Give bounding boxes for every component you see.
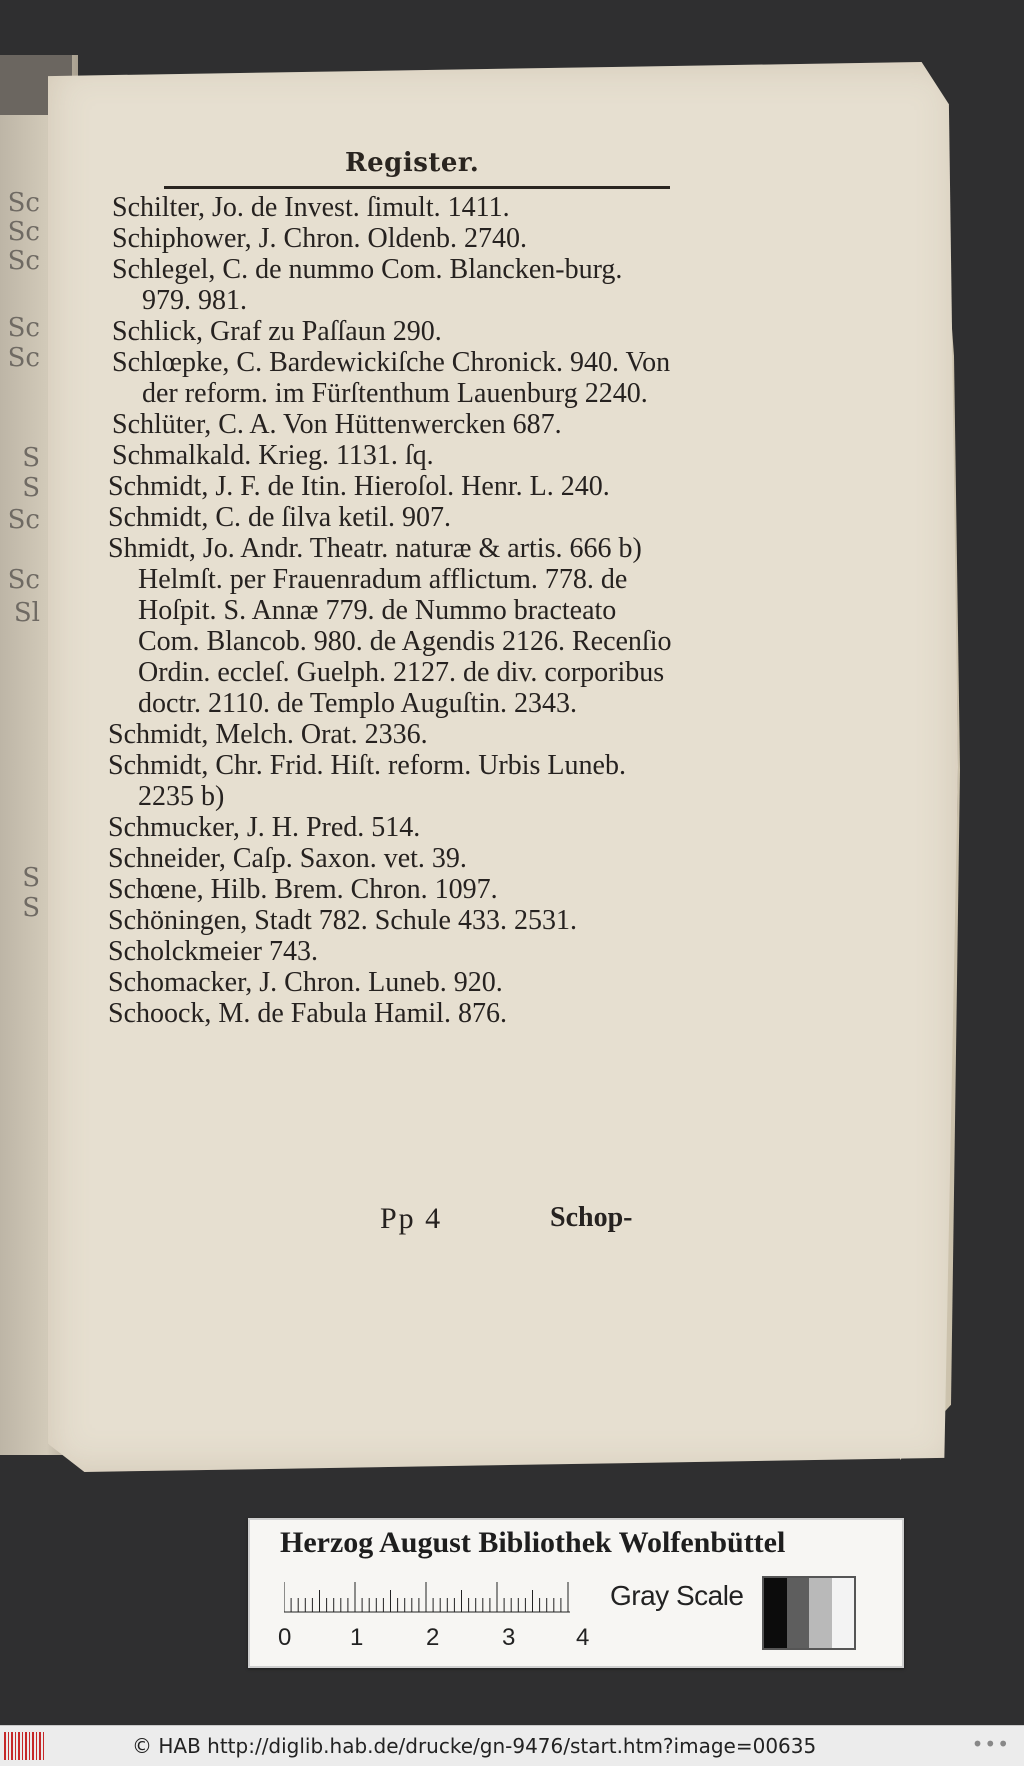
register-entry: Schœne, Hilb. Brem. Chron. 1097. [108, 874, 498, 905]
register-entry: Schlegel, C. de nummo Com. Blancken-burg. 979. 981. [112, 254, 623, 316]
page-heading: Register. [345, 148, 480, 178]
gray-swatch [832, 1578, 855, 1648]
ruler-ticks [284, 1582, 568, 1612]
heading-rule [164, 186, 670, 189]
catchword: Schop- [550, 1202, 633, 1233]
register-entry: Schlick, Graf zu Paſſaun 290. [112, 316, 442, 347]
gray-swatch [764, 1578, 787, 1648]
previous-page-fragment: Sc [7, 217, 40, 247]
previous-page-fragment: Sc [7, 188, 40, 218]
register-entry: Schomacker, J. Chron. Luneb. 920. [108, 967, 503, 998]
register-entry: Schmucker, J. H. Pred. 514. [108, 812, 421, 843]
register-entries [108, 192, 672, 1029]
previous-page-fragment: Sc [7, 343, 40, 373]
register-entry: Schiphower, J. Chron. Oldenb. 2740. [112, 223, 527, 254]
register-entry: Schmidt, J. F. de Itin. Hieroſol. Henr. L. 240. [108, 471, 610, 502]
previous-page-fragment: Sc [7, 505, 40, 535]
register-entry: Schlüter, C. A. Von Hüttenwercken 687. [112, 409, 562, 440]
register-entry: Schilter, Jo. de Invest. ſimult. 1411. [112, 192, 510, 223]
previous-page-fragment: Sc [7, 565, 40, 595]
library-name: Herzog August Bibliothek Wolfenbüttel [280, 1526, 786, 1559]
register-entry: Schoock, M. de Fabula Hamil. 876. [108, 998, 507, 1029]
ruler-number: 1 [350, 1624, 364, 1651]
copyright-url[interactable]: © HAB http://diglib.hab.de/drucke/gn-9476/start.htm?image=00635 [132, 1734, 817, 1758]
gray-swatch [787, 1578, 810, 1648]
register-entry: Schlœpke, C. Bardewickiſche Chronick. 940. Von der reform. im Fürſtenthum Lauenburg 2240. [112, 347, 671, 409]
register-entry: Schmidt, Melch. Orat. 2336. [108, 719, 428, 750]
ruler-numbers [278, 1624, 598, 1654]
ruler-number: 3 [502, 1624, 516, 1651]
previous-page-fragment: Sl [13, 598, 40, 628]
color-calibration-card [248, 1518, 904, 1668]
register-entry: Schöningen, Stadt 782. Schule 433. 2531. [108, 905, 577, 936]
ruler-number: 4 [576, 1624, 590, 1651]
register-entry: Scholckmeier 743. [108, 936, 318, 967]
barcode-icon [4, 1732, 44, 1760]
more-icon[interactable]: ••• [971, 1732, 1010, 1756]
register-entry: Shmidt, Jo. Andr. Theatr. naturæ & artis. 666 b) Helmſt. per Frauenradum afflictum. 778. de Hoſpit. S. Annæ 779. de Nummo bracteato Com. Blancob. 980. de Agendis 2126. Recenſio Ordin. eccleſ. Guelph. 2127. de div. corporibus doctr. 2110. de Templo Auguſtin. 2343. [108, 533, 672, 719]
previous-page-fragment: S [22, 473, 40, 503]
ruler-number: 0 [278, 1624, 292, 1651]
ruler-number: 2 [426, 1624, 440, 1651]
status-bar [0, 1725, 1024, 1766]
ruler-scale [284, 1578, 570, 1622]
previous-page-fragment: Sc [7, 313, 40, 343]
previous-page-fragment: Sc [7, 246, 40, 276]
gray-swatch [809, 1578, 832, 1648]
register-entry: Schmidt, Chr. Frid. Hiſt. reform. Urbis Luneb. 2235 b) [108, 750, 626, 812]
previous-page-fragment: S [22, 863, 40, 893]
register-entry: Schmidt, C. de ſilva ketil. 907. [108, 502, 451, 533]
previous-page-fragment: S [22, 443, 40, 473]
register-entry: Schmalkald. Krieg. 1131. ſq. [112, 440, 434, 471]
register-entry: Schneider, Caſp. Saxon. vet. 39. [108, 843, 467, 874]
previous-page-fragment: S [22, 893, 40, 923]
gray-scale-swatches [762, 1576, 856, 1650]
signature-mark: Pp 4 [380, 1202, 443, 1235]
gray-scale-label: Gray Scale [610, 1580, 744, 1611]
